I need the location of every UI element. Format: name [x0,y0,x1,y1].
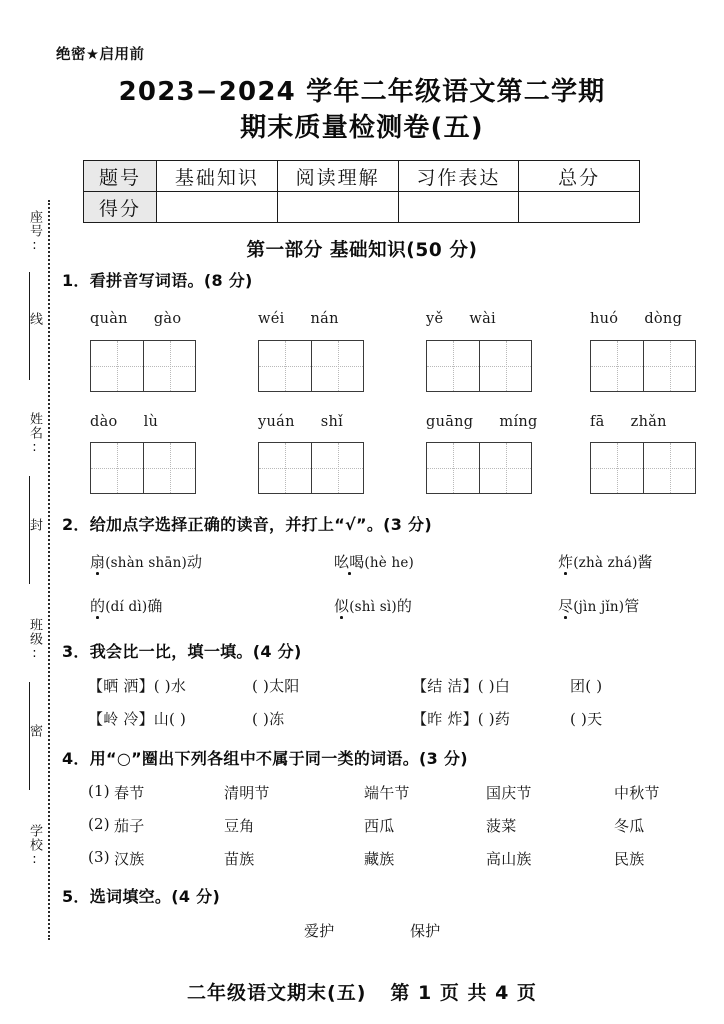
page-title [0,74,724,146]
pinyin-a-5: dào [90,414,118,430]
binding-rule-1 [29,272,30,380]
q4-row3-word-2[interactable]: 苗族 [224,850,255,868]
pinyin-a-7: guāng [426,414,474,430]
q2-item-6 [558,595,639,616]
tianzige-box-4[interactable] [590,340,696,392]
q3-item-7[interactable]: 【昨 炸】( )药 [412,710,511,728]
dotted-char: 尽 [558,597,574,615]
q3-item-6[interactable]: ( )冻 [252,710,285,728]
question-4-stem: 4．用“○”圈出下列各组中不属于同一类的词语。(3 分) [62,749,468,768]
pinyin-group-7 [426,414,538,430]
tianzige-cell[interactable] [643,341,695,391]
q2-tail-4: 确 [147,597,163,615]
q5-word-2[interactable]: 保护 [410,922,441,940]
tianzige-cell[interactable] [143,341,195,391]
table-row-score [84,192,640,223]
dotted-char: 吆喝 [334,553,365,571]
pinyin-a-2: wéi [258,311,285,327]
pinyin-group-3 [426,311,496,327]
pinyin-group-1 [90,311,181,327]
pinyin-group-2 [258,311,339,327]
q4-row-1 [62,782,712,804]
tianzige-box-6[interactable] [258,442,364,494]
tianzige-box-7[interactable] [426,442,532,494]
q2-options-3[interactable]: (zhà zhá) [573,555,638,571]
q4-row-2 [62,815,712,837]
secret-notice: 绝密★启用前 [56,47,145,63]
q4-row3-word-4[interactable]: 高山族 [486,850,532,868]
binding-label-name: 姓名: [27,412,42,456]
tianzige-cell[interactable] [591,341,643,391]
tianzige-cell[interactable] [259,341,311,391]
q4-row1-word-5[interactable]: 中秋节 [614,784,660,802]
tianzige-box-2[interactable] [258,340,364,392]
q4-row2-word-3[interactable]: 西瓜 [364,817,395,835]
footer-paper-name: 二年级语文期末(五) [187,982,367,1004]
q4-row3-word-3[interactable]: 藏族 [364,850,395,868]
tianzige-cell[interactable] [427,341,479,391]
q2-item-3 [558,551,653,572]
tianzige-cell[interactable] [91,443,143,493]
q4-row1-label: (1) [88,782,110,800]
tianzige-cell[interactable] [591,443,643,493]
binding-label-class: 班级: [27,618,42,662]
pinyin-b-2: nán [310,311,339,327]
pinyin-b-7: míng [499,414,538,430]
pinyin-group-4 [590,311,682,327]
q2-tail-3: 酱 [637,553,653,571]
pinyin-b-8: zhǎn [630,414,667,430]
q2-options-6[interactable]: (jìn jǐn) [573,599,625,615]
q3-item-2[interactable]: ( )太阳 [252,677,300,695]
score-cell-total[interactable] [519,192,640,223]
q1-pinyin-row-2 [62,414,710,436]
q5-word-bank [62,920,712,942]
tianzige-cell[interactable] [479,443,531,493]
page-footer [0,978,724,1005]
binding-label-school: 学校: [27,824,42,868]
tianzige-box-3[interactable] [426,340,532,392]
pinyin-b-5: lù [143,414,159,430]
q2-item-4 [90,595,163,616]
dotted-char: 炸 [558,553,574,571]
pinyin-group-8 [590,414,667,430]
q3-item-5[interactable]: 【岭 冷】山( ) [88,710,187,728]
q2-row-1 [62,551,712,573]
tianzige-box-5[interactable] [90,442,196,494]
q2-item-5 [334,595,412,616]
pinyin-b-4: dòng [644,311,683,327]
q2-tail-5: 的 [396,597,413,615]
pinyin-b-6: shǐ [320,414,344,430]
q3-row-2 [62,708,712,730]
tianzige-box-1[interactable] [90,340,196,392]
q5-word-1[interactable]: 爱护 [304,922,335,940]
q4-row3-label: (3) [88,848,110,866]
q4-row1-word-4[interactable]: 国庆节 [486,784,532,802]
q2-options-5[interactable]: (shì sì) [349,599,397,615]
question-3-stem: 3．我会比一比，填一填。(4 分) [62,642,302,661]
q4-row3-word-5[interactable]: 民族 [614,850,645,868]
score-table [83,160,640,223]
footer-page-info: 第 1 页 共 4 页 [390,982,537,1004]
q1-grid-row-1 [62,340,710,392]
binding-dotted-line [48,200,50,940]
tianzige-cell[interactable] [311,341,363,391]
q1-pinyin-row-1 [62,311,710,333]
q4-row1-word-3[interactable]: 端午节 [364,784,410,802]
q4-row2-word-1[interactable]: 茄子 [114,817,145,835]
question-5-stem: 5．选词填空。(4 分) [62,887,221,906]
score-table-header-reading: 阅读理解 [277,161,398,192]
q1-grid-row-2 [62,442,710,494]
dotted-char: 的 [90,597,106,615]
q4-row1-word-2[interactable]: 清明节 [224,784,270,802]
score-table-header-writing: 习作表达 [398,161,519,192]
q4-row2-word-5[interactable]: 冬瓜 [614,817,645,835]
tianzige-cell[interactable] [259,443,311,493]
q2-options-4[interactable]: (dí dì) [105,599,148,615]
table-row-question-number [84,161,640,192]
binding-label-seat-number: 座号: [27,210,42,254]
q2-item-1 [90,551,202,572]
q2-item-2 [334,551,414,572]
pinyin-a-1: quàn [90,311,128,327]
pinyin-group-5 [90,414,158,430]
q2-tail-1: 动 [186,553,203,571]
question-2-stem: 2．给加点字选择正确的读音，并打上“√”。(3 分) [62,515,432,534]
q2-options-1[interactable]: (shàn shān) [105,555,187,571]
pinyin-b-1: gào [153,311,182,327]
question-1-stem: 1．看拼音写词语。(8 分) [62,271,253,290]
q2-row-2 [62,595,712,617]
q3-item-4[interactable]: 团( ) [570,677,603,695]
q4-row3-word-1[interactable]: 汉族 [114,850,145,868]
q2-options-2[interactable]: (hè he) [364,555,414,571]
tianzige-cell[interactable] [479,341,531,391]
score-cell-basic[interactable] [157,192,278,223]
q3-row-1 [62,675,712,697]
q4-row2-label: (2) [88,815,110,833]
binding-label-seal-char: 封 [27,518,42,532]
score-table-row-head-score: 得分 [84,192,157,223]
q4-row2-word-4[interactable]: 菠菜 [486,817,517,835]
binding-margin [18,200,64,940]
pinyin-a-8: fā [590,414,605,430]
pinyin-a-6: yuán [258,414,295,430]
q4-row-3 [62,848,712,870]
binding-label-line-char: 线 [27,312,42,326]
title-line-2: 期末质量检测卷(五) [240,113,484,143]
score-cell-writing[interactable] [398,192,519,223]
q3-item-3[interactable]: 【结 洁】( )白 [412,677,511,695]
tianzige-cell[interactable] [311,443,363,493]
pinyin-a-4: huó [590,311,619,327]
tianzige-box-8[interactable] [590,442,696,494]
score-cell-reading[interactable] [277,192,398,223]
binding-label-secret-char: 密 [27,724,42,738]
score-table-header-basic: 基础知识 [157,161,278,192]
pinyin-b-3: wài [469,311,496,327]
pinyin-group-6 [258,414,343,430]
score-table-row-head: 题号 [84,161,157,192]
tianzige-cell[interactable] [427,443,479,493]
tianzige-cell[interactable] [91,341,143,391]
tianzige-cell[interactable] [643,443,695,493]
part-one-title: 第一部分 基础知识(50 分) [246,240,478,261]
q3-item-1[interactable]: 【晒 洒】( )水 [88,677,187,695]
score-table-header-total: 总分 [519,161,640,192]
dotted-char: 似 [334,597,350,615]
pinyin-a-3: yě [426,311,444,327]
title-line-1: 2023−2024 学年二年级语文第二学期 [118,77,606,107]
q4-row1-word-1[interactable]: 春节 [114,784,145,802]
q2-tail-6: 管 [624,597,640,615]
q3-item-8[interactable]: ( )天 [570,710,603,728]
dotted-char: 扇 [90,553,106,571]
q4-row2-word-2[interactable]: 豆角 [224,817,255,835]
tianzige-cell[interactable] [143,443,195,493]
